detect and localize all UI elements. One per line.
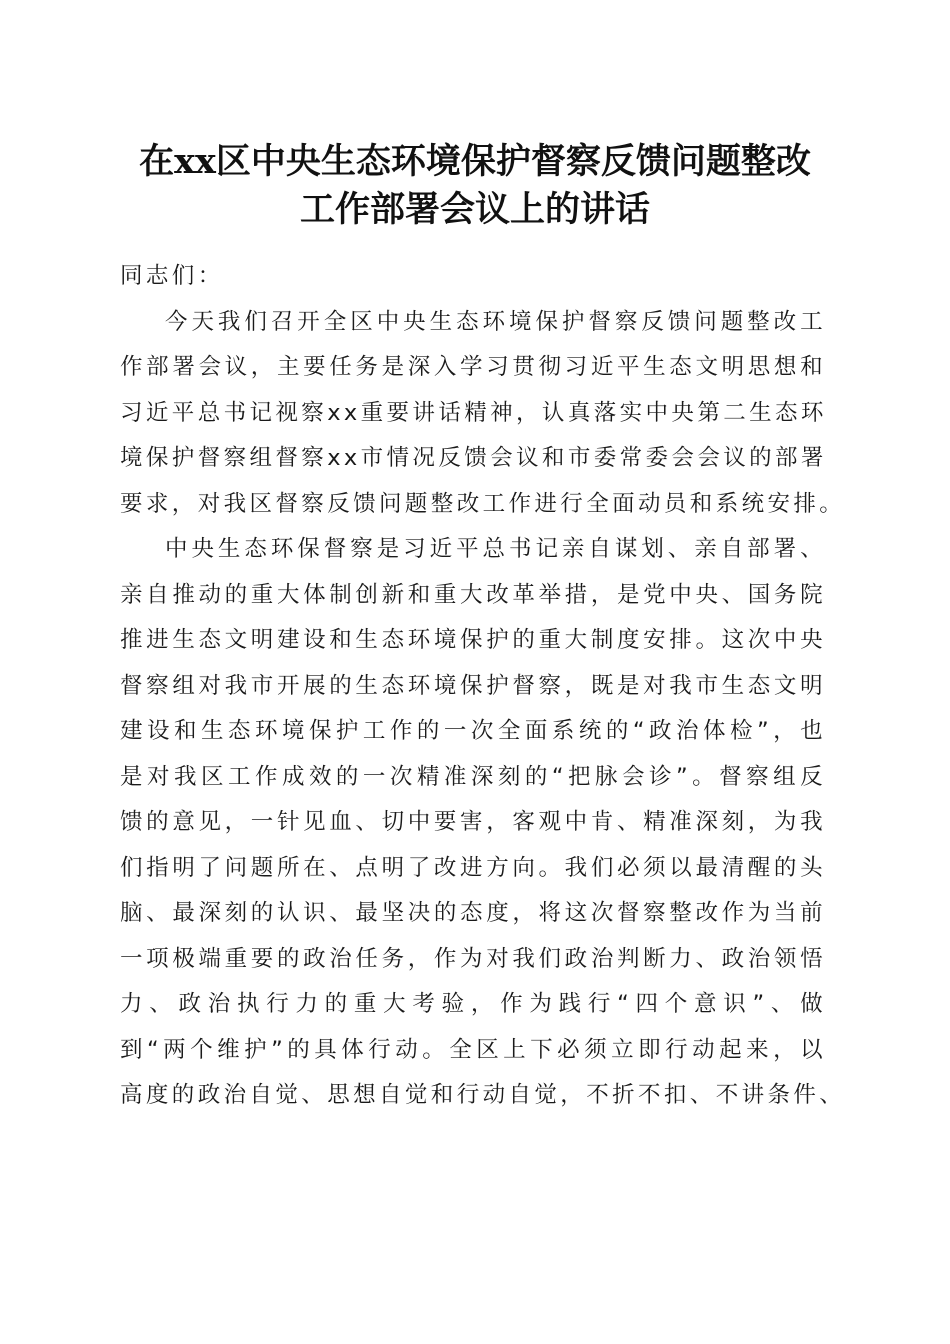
paragraph-line: 高度的政治自觉、思想自觉和行动自觉，不折不扣、不讲条件、 bbox=[120, 1082, 846, 1108]
paragraph-line: 亲自推动的重大体制创新和重大改革举措，是党中央、国务院 bbox=[120, 581, 826, 608]
paragraph-line: 建设和生态环境保护工作的一次全面系统的“政治体检”，也 bbox=[120, 718, 826, 744]
paragraph-line: 们指明了问题所在、点明了改进方向。我们必须以最清醒的头 bbox=[120, 854, 826, 881]
paragraph-line: 推进生态文明建设和生态环境保护的重大制度安排。这次中央 bbox=[120, 627, 826, 653]
paragraph-2 bbox=[120, 527, 846, 1119]
paragraph-line: 脑、最深刻的认识、最坚决的态度，将这次督察整改作为当前 bbox=[120, 900, 826, 926]
paragraph-line: 一项极端重要的政治任务，作为对我们政治判断力、政治领悟 bbox=[120, 945, 826, 972]
paragraph-line: 力、政治执行力的重大考验，作为践行“四个意识”、做 bbox=[120, 991, 826, 1017]
paragraph-line: 要求，对我区督察反馈问题整改工作进行全面动员和系统安排。 bbox=[120, 490, 846, 517]
paragraph-line: 境保护督察组督察xx市情况反馈会议和市委常委会会议的部署 bbox=[120, 445, 827, 471]
title-line-1: 在xx区中央生态环境保护督察反馈问题整改 bbox=[139, 141, 811, 182]
paragraph-line: 督察组对我市开展的生态环境保护督察，既是对我市生态文明 bbox=[120, 672, 826, 699]
document-body bbox=[120, 254, 846, 1119]
paragraph-line: 是对我区工作成效的一次精准深刻的“把脉会诊”。督察组反 bbox=[120, 763, 826, 790]
paragraph-line: 习近平总书记视察xx重要讲话精神，认真落实中央第二生态环 bbox=[120, 399, 827, 426]
paragraph-line: 中央生态环保督察是习近平总书记亲自谋划、亲自部署、 bbox=[165, 536, 826, 562]
salutation bbox=[120, 254, 826, 300]
salutation-text: 同志们： bbox=[120, 263, 224, 289]
title-line-2: 工作部署会议上的讲话 bbox=[299, 189, 650, 230]
paragraph-line: 作部署会议，主要任务是深入学习贯彻习近平生态文明思想和 bbox=[120, 354, 826, 380]
paragraph-line: 到“两个维护”的具体行动。全区上下必须立即行动起来，以 bbox=[120, 1036, 826, 1063]
paragraph-line: 馈的意见，一针见血、切中要害，客观中肯、精准深刻，为我 bbox=[120, 809, 826, 835]
paragraph-line: 今天我们召开全区中央生态环境保护督察反馈问题整改工 bbox=[165, 308, 826, 335]
document-title bbox=[110, 138, 840, 234]
paragraph-1 bbox=[120, 300, 846, 528]
